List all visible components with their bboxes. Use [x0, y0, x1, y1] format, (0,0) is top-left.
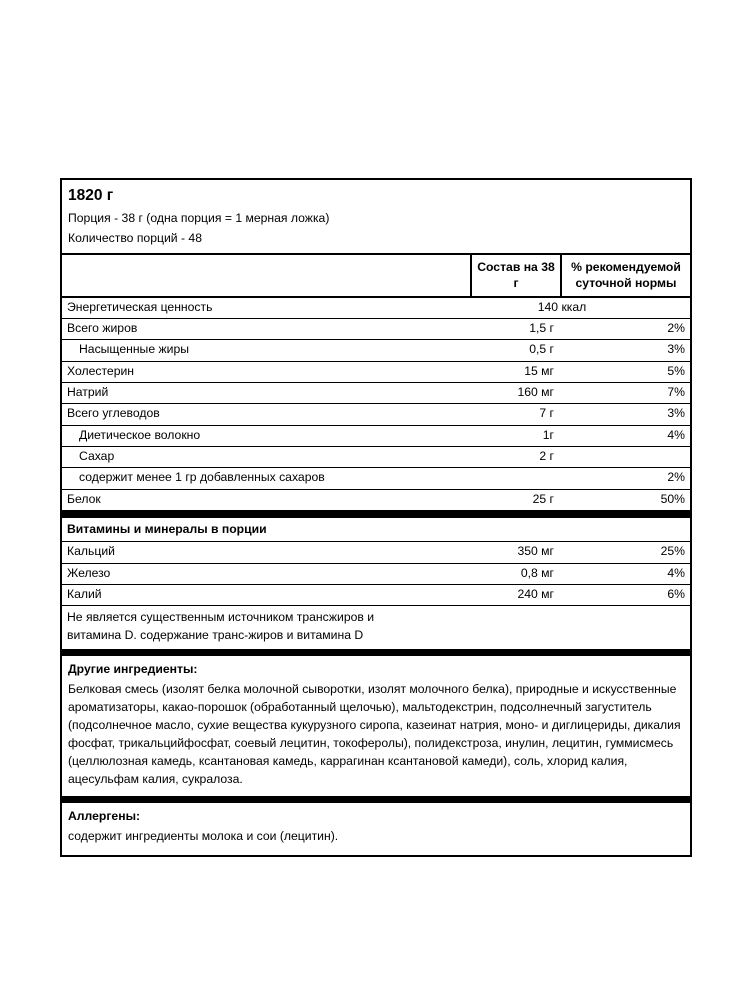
nutrient-amount: 0,8 мг [520, 565, 554, 580]
nutrient-name: Сахар [79, 448, 115, 463]
nutrient-daily-value: 5% [667, 363, 685, 378]
nutrient-row [62, 490, 690, 511]
nutrient-name: Насыщенные жиры [79, 342, 189, 357]
nutrition-facts-label [60, 178, 692, 857]
nutrient-amount: 15 мг [524, 363, 554, 378]
nutrient-daily-value: 4% [667, 565, 685, 580]
nutrient-daily-value: 50% [660, 491, 685, 506]
label-header [62, 180, 690, 255]
section-divider-allergens [62, 796, 690, 803]
allergens-section [62, 803, 690, 855]
nutrient-row [62, 426, 690, 447]
nutrient-daily-value: 3% [667, 342, 685, 357]
column-header-row [62, 255, 690, 298]
nutrient-daily-value: 7% [667, 384, 685, 399]
nutrient-amount: 160 мг [517, 384, 554, 399]
footnote-line-1: Не является существенным источником трансжиров и [67, 610, 375, 625]
footnote [62, 606, 690, 648]
other-ingredients-title: Другие ингредиенты: [68, 661, 198, 676]
nutrient-name: Энергетическая ценность [67, 299, 213, 314]
nutrient-amount: 7 г [539, 406, 554, 421]
nutrient-row [62, 340, 690, 361]
nutrient-row [62, 468, 690, 489]
nutrient-name: Натрий [67, 384, 109, 399]
nutrient-row [62, 383, 690, 404]
nutrient-amount: 1г [542, 427, 554, 442]
net-weight: 1820 г [68, 187, 114, 204]
nutrient-amount: 2 г [539, 448, 554, 463]
nutrient-name: Всего углеводов [67, 406, 160, 421]
nutrient-name: Белок [67, 491, 101, 506]
nutrient-amount: 350 мг [517, 544, 554, 559]
nutrient-amount: 240 мг [517, 586, 554, 601]
section-divider-vitamins [62, 511, 690, 518]
nutrient-row [62, 362, 690, 383]
nutrient-name: Всего жиров [67, 321, 138, 335]
vitamin-row [62, 564, 690, 585]
allergens-body: содержит ингредиенты молока и сои (лецитин). [68, 828, 339, 843]
vitamin-row [62, 585, 690, 606]
nutrient-name: Железо [67, 565, 111, 580]
nutrient-amount: 1,5 г [529, 321, 554, 335]
nutrient-name: содержит менее 1 гр добавленных сахаров [79, 470, 325, 485]
column-header-amount: Состав на 38 г [472, 255, 562, 296]
column-header-daily-value: % рекомендуемой суточной нормы [571, 259, 681, 291]
nutrient-daily-value: 4% [667, 427, 685, 442]
nutrient-daily-value: 3% [667, 406, 685, 421]
nutrient-row [62, 319, 690, 340]
nutrient-row [62, 447, 690, 468]
nutrient-row [62, 404, 690, 425]
nutrient-name: Калий [67, 586, 102, 601]
nutrient-daily-value: 25% [660, 544, 685, 559]
section-divider-ingredients [62, 649, 690, 656]
column-header-blank [62, 255, 472, 296]
nutrient-daily-value: 6% [667, 586, 685, 601]
serving-size: Порция - 38 г (одна порция = 1 мерная ложка) [68, 211, 330, 226]
vitamins-section-heading: Витамины и минералы в порции [62, 518, 690, 542]
nutrient-table [62, 298, 690, 511]
nutrient-row [62, 298, 690, 319]
footnote-line-2: витамина D. содержание транс-жиров и витамина D [67, 627, 364, 642]
allergens-title: Аллергены: [68, 808, 141, 823]
nutrient-amount: 140 ккал [537, 299, 587, 314]
nutrient-name: Холестерин [67, 363, 135, 378]
servings-per-container: Количество порций - 48 [68, 230, 202, 245]
vitamin-row [62, 542, 690, 563]
nutrient-daily-value: 2% [667, 470, 685, 485]
other-ingredients-body: Белковая смесь (изолят белка молочной сыворотки, изолят молочного белка), природные и искусственные ароматизаторы, какао-порошок (обработанный щелочью), мальтодекстрин, подсолнечный загуститель (подсолнечное масло, сухие вещества кукурузного сиропа, казеинат натрия, моно- и диглицериды, дикалия фосфат, трикальцийфосфат, соевый лецитин, токоферолы), полидекстроза, инулин, лецитин, гуммисмесь (целлюлозная камедь, ксантановая камедь, каррагинан ксантановой камеди), соль, хлорид калия, ацесульфам калия, сукралоза. [68, 681, 681, 786]
other-ingredients-section [62, 656, 690, 796]
nutrient-amount: 25 г [532, 491, 554, 506]
nutrient-name: Кальций [67, 544, 115, 559]
nutrient-daily-value: 2% [667, 321, 685, 335]
nutrient-amount: 0,5 г [529, 342, 554, 357]
nutrient-name: Диетическое волокно [79, 427, 201, 442]
vitamins-table [62, 542, 690, 606]
